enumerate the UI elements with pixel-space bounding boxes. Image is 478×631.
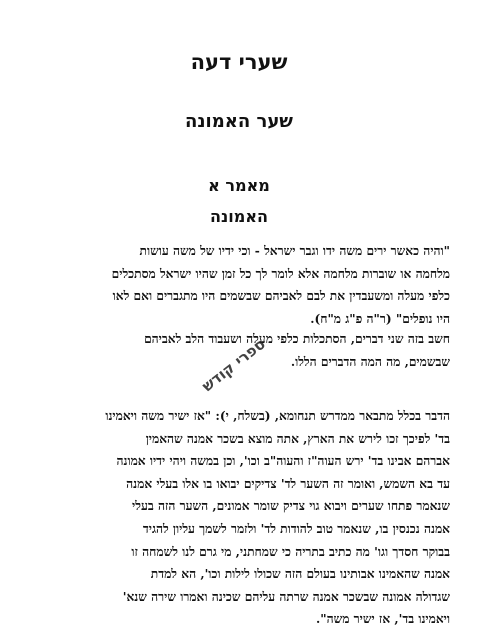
book-title: שערי דעה <box>190 50 288 74</box>
gate-title: שער האמונה <box>185 111 293 132</box>
article-title: האמונה <box>210 207 268 226</box>
text-line: בד' לפיכך זכו לירש את הארץ, אתה מוצא בשכר אמנה שהאמין <box>145 431 450 446</box>
text-line: הדבר בכלל מתבאר ממדרש תנחומא, (בשלח, י): "אז ישיר משה ויאמינו <box>105 409 450 423</box>
text-line: אמנה נכנסין בו, שנאמר טוב להודות לד' ולזמר לשמך עליון להגיד <box>142 521 450 536</box>
text-line: חשב בזה שני דברים, הסתכלות כלפי מעלה ושעבוד הלב לאביהם <box>144 332 450 346</box>
text-line: שגדולה אמונה שבשכר אמנה שרתה עליהם שכינה ואמרו שירה שנא' <box>122 589 450 604</box>
paragraph-midrash <box>30 405 450 631</box>
text-line: בבוקר חסדך וגו' מה כתיב בתריה כי שמחתני, מי גרם לנו לשמחה זו <box>131 544 450 559</box>
text-line: שבשמים, מה המה הדברים הללו. <box>290 354 450 369</box>
text-line: עד בא השמש, ואומר זה השער לד' צדיקים יבואו בו אלו בעלי אמנה <box>126 476 450 491</box>
text-line: ויאמינו בד', אז ישיר משה". <box>315 612 450 627</box>
paragraph-quote <box>30 240 450 330</box>
text-line: "והיה כאשר ירים משה ידו וגבר ישראל - וכי ידיו של משה עושות <box>139 244 450 258</box>
text-line: אברהם אבינו בד' ירש העוה"ז והעוה"ב וכו', וכן במשה ויהי ידיו אמונה <box>116 454 450 469</box>
text-line: שנאמר פתחו שערים ויבוא גוי צדיק שומר אמונים, השער הזה בעלי <box>132 499 450 514</box>
library-stamp: ספרי קודש <box>198 334 269 396</box>
text-line: כלפי מעלה ומשעבדין את לבם לאביהם שבשמים היו מתגברים ואם לאו <box>112 289 450 304</box>
text-line: אמנה שהאמינו אבותינו בעולם הזה שכולו לילות וכו', הא למדת <box>150 567 450 582</box>
article-number: מאמר א <box>208 176 270 195</box>
text-line: מלחמה או שוברות מלחמה אלא לומר לך כל זמן שהיו ישראל מסתכלים <box>111 266 450 281</box>
text-line: היו נופלים" (ר"ה פ"ג מ"ח). <box>310 311 450 326</box>
